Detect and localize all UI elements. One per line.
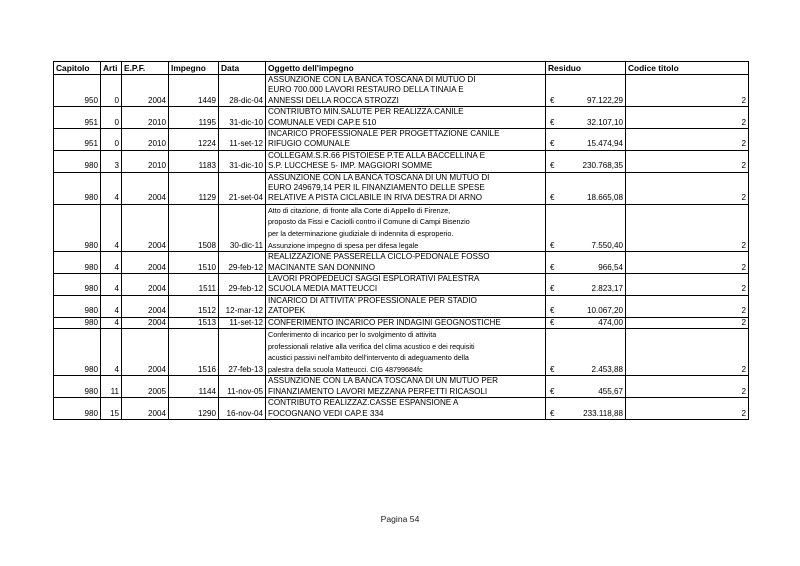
oggetto-line: RIFUGIO COMUNALE xyxy=(268,139,350,149)
cell-codice-titolo: 2 xyxy=(626,376,749,398)
cell-codice-titolo: 2 xyxy=(626,150,749,172)
cell-data: 30-dic-11 xyxy=(219,204,266,251)
cell-epf: 2004 xyxy=(122,274,169,296)
cell-oggetto xyxy=(266,329,546,376)
cell-impegno: 1144 xyxy=(169,376,219,398)
cell-capitolo: 980 xyxy=(54,317,101,328)
cell-capitolo: 980 xyxy=(54,204,101,251)
oggetto-line: SCUOLA MEDIA MATTEUCCI xyxy=(268,284,378,294)
cell-arti: 15 xyxy=(101,398,122,420)
cell-capitolo: 951 xyxy=(54,129,101,151)
cell-data: 28-dic-04 xyxy=(219,75,266,107)
cell-epf: 2004 xyxy=(122,329,169,376)
cell-residuo: € 7.550,40 xyxy=(546,204,626,251)
cell-oggetto xyxy=(266,172,546,204)
cell-impegno: 1511 xyxy=(169,274,219,296)
cell-arti: 4 xyxy=(101,329,122,376)
cell-capitolo: 980 xyxy=(54,295,101,317)
table-row xyxy=(54,376,749,398)
cell-oggetto xyxy=(266,252,546,274)
cell-arti: 4 xyxy=(101,204,122,251)
column-header-capitolo: Capitolo xyxy=(54,62,101,75)
cell-codice-titolo: 2 xyxy=(626,75,749,107)
cell-oggetto xyxy=(266,204,546,251)
cell-epf: 2010 xyxy=(122,150,169,172)
cell-arti: 4 xyxy=(101,295,122,317)
cell-codice-titolo: 2 xyxy=(626,172,749,204)
euro-symbol: € xyxy=(550,386,555,396)
column-header-residuo: Residuo xyxy=(546,62,626,75)
cell-impegno: 1224 xyxy=(169,129,219,151)
table-row xyxy=(54,204,749,251)
column-header-impegno: Impegno xyxy=(169,62,219,75)
euro-symbol: € xyxy=(550,317,555,327)
cell-codice-titolo: 2 xyxy=(626,252,749,274)
oggetto-line: FINANZIAMENTO LAVORI MEZZANA PERFETTI RICASOLI xyxy=(268,386,488,396)
table-row xyxy=(54,150,749,172)
column-header-codice-titolo: Codice titolo xyxy=(626,62,749,75)
cell-arti: 0 xyxy=(101,129,122,151)
table-row xyxy=(54,329,749,376)
cell-codice-titolo: 2 xyxy=(626,329,749,376)
table-row xyxy=(54,252,749,274)
cell-epf: 2004 xyxy=(122,252,169,274)
cell-residuo: € 233.118,88 xyxy=(546,398,626,420)
oggetto-line: COLLEGAM.S.R.66 PISTOIESE P.TE ALLA BACCELLINA E xyxy=(268,150,485,160)
cell-data: 31-dic-10 xyxy=(219,150,266,172)
cell-data: 16-nov-04 xyxy=(219,398,266,420)
cell-residuo: € 966,54 xyxy=(546,252,626,274)
residui-table xyxy=(53,61,749,420)
cell-arti: 4 xyxy=(101,274,122,296)
cell-arti: 4 xyxy=(101,252,122,274)
table-row xyxy=(54,75,749,107)
cell-capitolo: 980 xyxy=(54,150,101,172)
cell-impegno: 1510 xyxy=(169,252,219,274)
cell-capitolo: 980 xyxy=(54,252,101,274)
cell-epf: 2004 xyxy=(122,295,169,317)
cell-arti: 4 xyxy=(101,172,122,204)
oggetto-line: professionali relative alla verifica del clima acustico e dei requisiti xyxy=(268,341,475,351)
cell-residuo: € 15.474,94 xyxy=(546,129,626,151)
cell-impegno: 1449 xyxy=(169,75,219,107)
cell-impegno: 1129 xyxy=(169,172,219,204)
euro-symbol: € xyxy=(550,365,555,375)
cell-oggetto xyxy=(266,274,546,296)
cell-data: 31-dic-10 xyxy=(219,107,266,129)
cell-arti: 3 xyxy=(101,150,122,172)
cell-oggetto xyxy=(266,398,546,420)
euro-symbol: € xyxy=(550,161,555,171)
table-header-row xyxy=(54,62,749,75)
cell-data: 29-feb-12 xyxy=(219,252,266,274)
cell-oggetto xyxy=(266,150,546,172)
cell-capitolo: 950 xyxy=(54,75,101,107)
cell-codice-titolo: 2 xyxy=(626,317,749,328)
cell-data: 29-feb-12 xyxy=(219,274,266,296)
oggetto-line: Assunzione impegno di spesa per difesa legale xyxy=(268,240,419,250)
page-footer: Pagina 54 xyxy=(380,514,420,524)
cell-data: 11-set-12 xyxy=(219,317,266,328)
cell-codice-titolo: 2 xyxy=(626,295,749,317)
cell-epf: 2004 xyxy=(122,204,169,251)
cell-residuo: € 18.665,08 xyxy=(546,172,626,204)
cell-residuo: € 455,67 xyxy=(546,376,626,398)
cell-capitolo: 980 xyxy=(54,398,101,420)
table-row xyxy=(54,129,749,151)
cell-impegno: 1513 xyxy=(169,317,219,328)
cell-oggetto xyxy=(266,75,546,107)
oggetto-line: Atto di citazione, di fronte alla Corte di Appello di Firenze, xyxy=(268,205,451,215)
oggetto-line: acustici passivi nell'ambito dell'intervento di adeguamento della xyxy=(268,353,469,363)
cell-epf: 2004 xyxy=(122,398,169,420)
oggetto-line: EURO 249679,14 PER IL FINANZIAMENTO DELLE SPESE xyxy=(268,183,485,193)
table-body xyxy=(54,75,749,420)
oggetto-line: Conferimento di incarico per lo svolgimento di attivita xyxy=(268,330,437,340)
cell-residuo: € 10.067,20 xyxy=(546,295,626,317)
cell-capitolo: 951 xyxy=(54,107,101,129)
cell-arti: 4 xyxy=(101,317,122,328)
cell-codice-titolo: 2 xyxy=(626,129,749,151)
cell-capitolo: 980 xyxy=(54,329,101,376)
euro-symbol: € xyxy=(550,240,555,250)
oggetto-line: FOCOGNANO VEDI CAP.E 334 xyxy=(268,408,384,418)
oggetto-line: palestra della scuola Matteucci. CIG 48799684fc xyxy=(268,364,423,374)
cell-impegno: 1512 xyxy=(169,295,219,317)
cell-data: 11-nov-05 xyxy=(219,376,266,398)
cell-codice-titolo: 2 xyxy=(626,204,749,251)
oggetto-line: proposto da Fissi e Caciolli contro il Comune di Campi Bisenzio xyxy=(268,217,470,227)
oggetto-line: MACINANTE SAN DONNINO xyxy=(268,262,376,272)
cell-arti: 0 xyxy=(101,75,122,107)
oggetto-line: per la determinazione giudiziale di indennita di esproperio. xyxy=(268,229,454,239)
cell-residuo: € 230.768,35 xyxy=(546,150,626,172)
cell-epf: 2004 xyxy=(122,317,169,328)
oggetto-line: ASSUNZIONE CON LA BANCA TOSCANA DI UN MUTUO PER xyxy=(268,376,498,386)
cell-oggetto xyxy=(266,295,546,317)
oggetto-line: CONFERIMENTO INCARICO PER INDAGINI GEOGNOSTICHE xyxy=(268,317,501,327)
cell-epf: 2004 xyxy=(122,172,169,204)
oggetto-line: ASSUNZIONE CON LA BANCA TOSCANA DI UN MUTUO DI xyxy=(268,172,490,182)
cell-epf: 2010 xyxy=(122,129,169,151)
oggetto-line: ANNESSI DELLA ROCCA STROZZI xyxy=(268,95,399,105)
column-header-data: Data xyxy=(219,62,266,75)
cell-data: 11-set-12 xyxy=(219,129,266,151)
cell-epf: 2004 xyxy=(122,75,169,107)
cell-impegno: 1290 xyxy=(169,398,219,420)
euro-symbol: € xyxy=(550,306,555,316)
cell-codice-titolo: 2 xyxy=(626,274,749,296)
table-row xyxy=(54,295,749,317)
cell-data: 12-mar-12 xyxy=(219,295,266,317)
cell-capitolo: 980 xyxy=(54,172,101,204)
cell-capitolo: 980 xyxy=(54,274,101,296)
oggetto-line: INCARICO DI ATTIVITA' PROFESSIONALE PER STADIO xyxy=(268,295,477,305)
oggetto-line: ASSUNZIONE CON LA BANCA TOSCANA DI MUTUO DI xyxy=(268,75,476,84)
oggetto-line: LAVORI PROPEDEUCI SAGGI ESPLORATIVI PALESTRA xyxy=(268,274,480,284)
euro-symbol: € xyxy=(550,408,555,418)
cell-codice-titolo: 2 xyxy=(626,107,749,129)
euro-symbol: € xyxy=(550,284,555,294)
table-row xyxy=(54,398,749,420)
cell-data: 21-set-04 xyxy=(219,172,266,204)
cell-epf: 2005 xyxy=(122,376,169,398)
oggetto-line: RELATIVE A PISTA CICLABILE IN RIVA DESTRA DI ARNO xyxy=(268,193,483,203)
table-row xyxy=(54,107,749,129)
cell-capitolo: 980 xyxy=(54,376,101,398)
oggetto-line: REALIZZAZIONE PASSERELLA CICLO-PEDONALE FOSSO xyxy=(268,252,490,262)
cell-oggetto xyxy=(266,129,546,151)
cell-data: 27-feb-13 xyxy=(219,329,266,376)
cell-oggetto xyxy=(266,107,546,129)
cell-impegno: 1516 xyxy=(169,329,219,376)
cell-residuo: € 2.823,17 xyxy=(546,274,626,296)
table-row xyxy=(54,317,749,328)
cell-oggetto xyxy=(266,317,546,328)
cell-residuo: € 474,00 xyxy=(546,317,626,328)
oggetto-line: CONTRIBUTO REALIZZAZ.CASSE ESPANSIONE A xyxy=(268,398,459,408)
oggetto-line: S.P. LUCCHESE 5- IMP. MAGGIORI SOMME xyxy=(268,161,433,171)
cell-residuo: € 97.122,29 xyxy=(546,75,626,107)
cell-arti: 0 xyxy=(101,107,122,129)
cell-impegno: 1183 xyxy=(169,150,219,172)
euro-symbol: € xyxy=(550,95,555,105)
cell-impegno: 1508 xyxy=(169,204,219,251)
oggetto-line: INCARICO PROFESSIONALE PER PROGETTAZIONE CANILE xyxy=(268,129,500,139)
cell-residuo: € 32.107,10 xyxy=(546,107,626,129)
table-row xyxy=(54,172,749,204)
oggetto-line: EURO 700.000 LAVORI RESTAURO DELLA TINAIA E xyxy=(268,85,464,95)
cell-codice-titolo: 2 xyxy=(626,398,749,420)
cell-arti: 11 xyxy=(101,376,122,398)
euro-symbol: € xyxy=(550,262,555,272)
euro-symbol: € xyxy=(550,193,555,203)
euro-symbol: € xyxy=(550,139,555,149)
oggetto-line: COMUNALE VEDI CAP.E 510 xyxy=(268,117,377,127)
cell-residuo: € 2.453,88 xyxy=(546,329,626,376)
column-header-epf: E.P.F. xyxy=(122,62,169,75)
column-header-oggetto: Oggetto dell'impegno xyxy=(266,62,546,75)
cell-epf: 2010 xyxy=(122,107,169,129)
cell-impegno: 1195 xyxy=(169,107,219,129)
oggetto-line: ZATOPEK xyxy=(268,306,306,316)
column-header-arti: Arti xyxy=(101,62,122,75)
table-row xyxy=(54,274,749,296)
table-header xyxy=(54,62,749,75)
cell-oggetto xyxy=(266,376,546,398)
euro-symbol: € xyxy=(550,117,555,127)
oggetto-line: CONTRIUBTO MIN.SALUTE PER REALIZZA.CANILE xyxy=(268,107,464,117)
